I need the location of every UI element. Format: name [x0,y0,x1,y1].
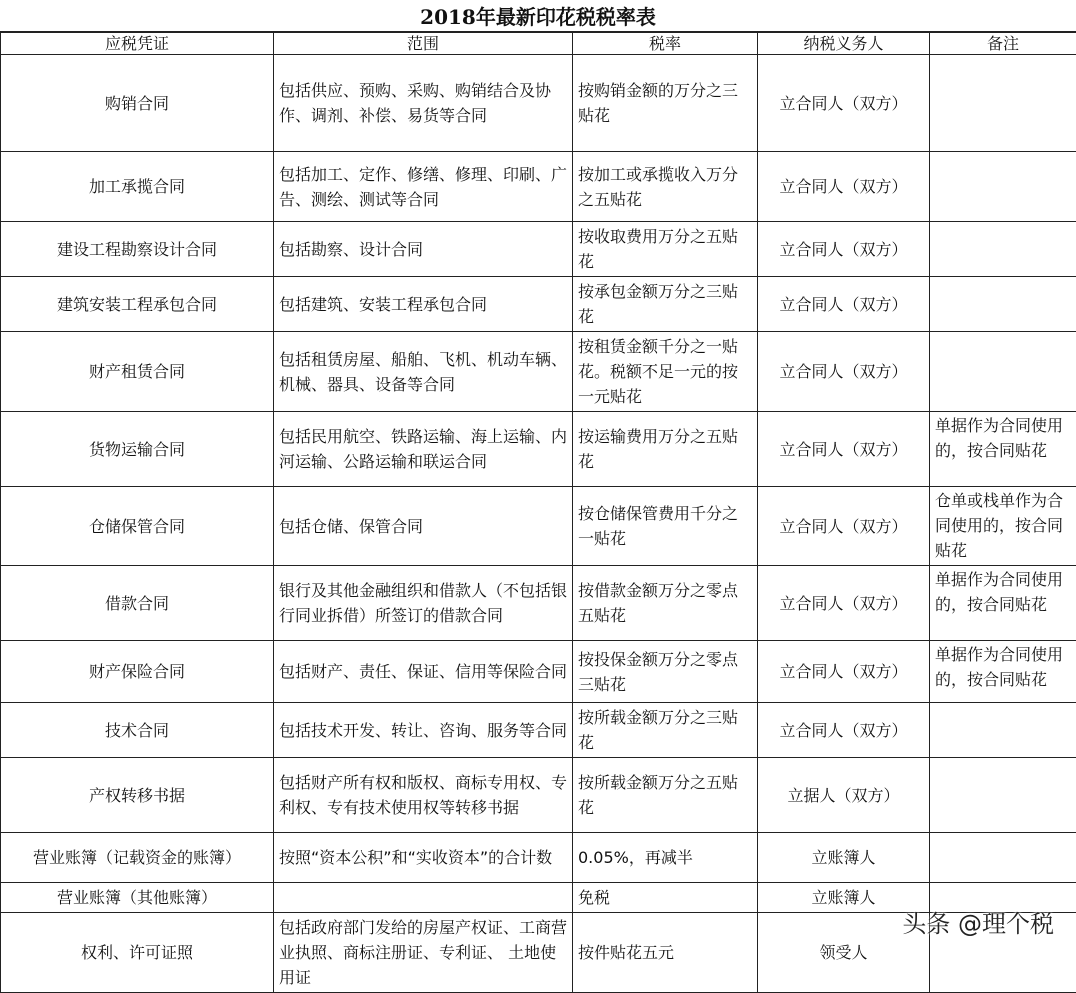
header-cell-certificate: 应税凭证 [1,33,274,55]
header-row [1,33,1076,55]
table-row [1,222,1076,277]
cell-taxpayer: 立合同人（双方） [758,332,930,412]
table-row [1,703,1076,758]
cell-taxpayer: 立账簿人 [758,833,930,883]
table-row [1,566,1076,641]
table-row [1,758,1076,833]
cell-certificate: 购销合同 [1,55,274,152]
cell-certificate: 权利、许可证照 [1,913,274,993]
cell-rate: 按租赁金额千分之一贴花。税额不足一元的按一元贴花 [573,332,758,412]
cell-scope: 包括加工、定作、修缮、修理、印刷、广告、测绘、测试等合同 [274,152,573,222]
cell-taxpayer: 立合同人（双方） [758,412,930,487]
watermark: 头条 @理个税 [902,904,1054,939]
cell-taxpayer: 领受人 [758,913,930,993]
cell-rate: 按承包金额万分之三贴花 [573,277,758,332]
table-row [1,277,1076,332]
cell-certificate: 借款合同 [1,566,274,641]
cell-scope: 包括财产、责任、保证、信用等保险合同 [274,641,573,703]
cell-certificate: 营业账簿（记载资金的账簿） [1,833,274,883]
cell-scope: 包括民用航空、铁路运输、海上运输、内河运输、公路运输和联运合同 [274,412,573,487]
cell-rate: 按投保金额万分之零点三贴花 [573,641,758,703]
cell-rate: 按运输费用万分之五贴花 [573,412,758,487]
cell-rate: 免税 [573,883,758,913]
cell-scope: 包括租赁房屋、船舶、飞机、机动车辆、机械、器具、设备等合同 [274,332,573,412]
cell-certificate: 产权转移书据 [1,758,274,833]
cell-rate: 0.05%，再减半 [573,833,758,883]
cell-scope: 包括仓储、保管合同 [274,487,573,566]
table-row [1,641,1076,703]
header-cell-taxpayer: 纳税义务人 [758,33,930,55]
table-title: 2018年最新印花税税率表 [0,0,1076,32]
cell-remarks [930,55,1076,152]
header-cell-rate: 税率 [573,33,758,55]
cell-remarks [930,332,1076,412]
cell-rate: 按仓储保管费用千分之一贴花 [573,487,758,566]
cell-remarks [930,222,1076,277]
cell-taxpayer: 立合同人（双方） [758,152,930,222]
cell-taxpayer: 立合同人（双方） [758,277,930,332]
cell-taxpayer: 立合同人（双方） [758,566,930,641]
table-body [1,55,1076,993]
table-row [1,412,1076,487]
cell-taxpayer: 立合同人（双方） [758,222,930,277]
cell-scope: 按照“资本公积”和“实收资本”的合计数 [274,833,573,883]
cell-remarks [930,703,1076,758]
table-row [1,152,1076,222]
cell-scope: 包括财产所有权和版权、商标专用权、专利权、专有技术使用权等转移书据 [274,758,573,833]
cell-taxpayer: 立合同人（双方） [758,55,930,152]
cell-remarks: 单据作为合同使用的，按合同贴花 [930,566,1076,641]
cell-rate: 按购销金额的万分之三贴花 [573,55,758,152]
cell-rate: 按加工或承揽收入万分之五贴花 [573,152,758,222]
cell-certificate: 营业账簿（其他账簿） [1,883,274,913]
cell-scope: 包括勘察、设计合同 [274,222,573,277]
cell-remarks [930,833,1076,883]
cell-scope: 包括供应、预购、采购、购销结合及协作、调剂、补偿、易货等合同 [274,55,573,152]
cell-rate: 按收取费用万分之五贴花 [573,222,758,277]
cell-taxpayer: 立账簿人 [758,883,930,913]
cell-rate: 按借款金额万分之零点五贴花 [573,566,758,641]
tax-rate-table [0,32,1076,993]
header-cell-remarks: 备注 [930,33,1076,55]
cell-remarks: 单据作为合同使用的，按合同贴花 [930,412,1076,487]
cell-rate: 按所载金额万分之五贴花 [573,758,758,833]
cell-remarks [930,758,1076,833]
header-cell-scope: 范围 [274,33,573,55]
cell-certificate: 技术合同 [1,703,274,758]
cell-certificate: 加工承揽合同 [1,152,274,222]
cell-scope: 银行及其他金融组织和借款人（不包括银行同业拆借）所签订的借款合同 [274,566,573,641]
cell-taxpayer: 立合同人（双方） [758,703,930,758]
cell-taxpayer: 立据人（双方） [758,758,930,833]
table-row [1,487,1076,566]
cell-remarks: 仓单或栈单作为合同使用的，按合同贴花 [930,487,1076,566]
cell-certificate: 建设工程勘察设计合同 [1,222,274,277]
cell-remarks [930,277,1076,332]
table-row [1,833,1076,883]
table-row [1,332,1076,412]
cell-certificate: 财产租赁合同 [1,332,274,412]
cell-taxpayer: 立合同人（双方） [758,641,930,703]
cell-scope [274,883,573,913]
cell-remarks: 单据作为合同使用的，按合同贴花 [930,641,1076,703]
cell-certificate: 货物运输合同 [1,412,274,487]
cell-rate: 按件贴花五元 [573,913,758,993]
cell-taxpayer: 立合同人（双方） [758,487,930,566]
table-row [1,55,1076,152]
cell-scope: 包括政府部门发给的房屋产权证、工商营业执照、商标注册证、专利证、 土地使用证 [274,913,573,993]
cell-certificate: 财产保险合同 [1,641,274,703]
cell-remarks [930,152,1076,222]
cell-certificate: 仓储保管合同 [1,487,274,566]
cell-rate: 按所载金额万分之三贴花 [573,703,758,758]
cell-certificate: 建筑安装工程承包合同 [1,277,274,332]
cell-scope: 包括建筑、安装工程承包合同 [274,277,573,332]
cell-scope: 包括技术开发、转让、咨询、服务等合同 [274,703,573,758]
